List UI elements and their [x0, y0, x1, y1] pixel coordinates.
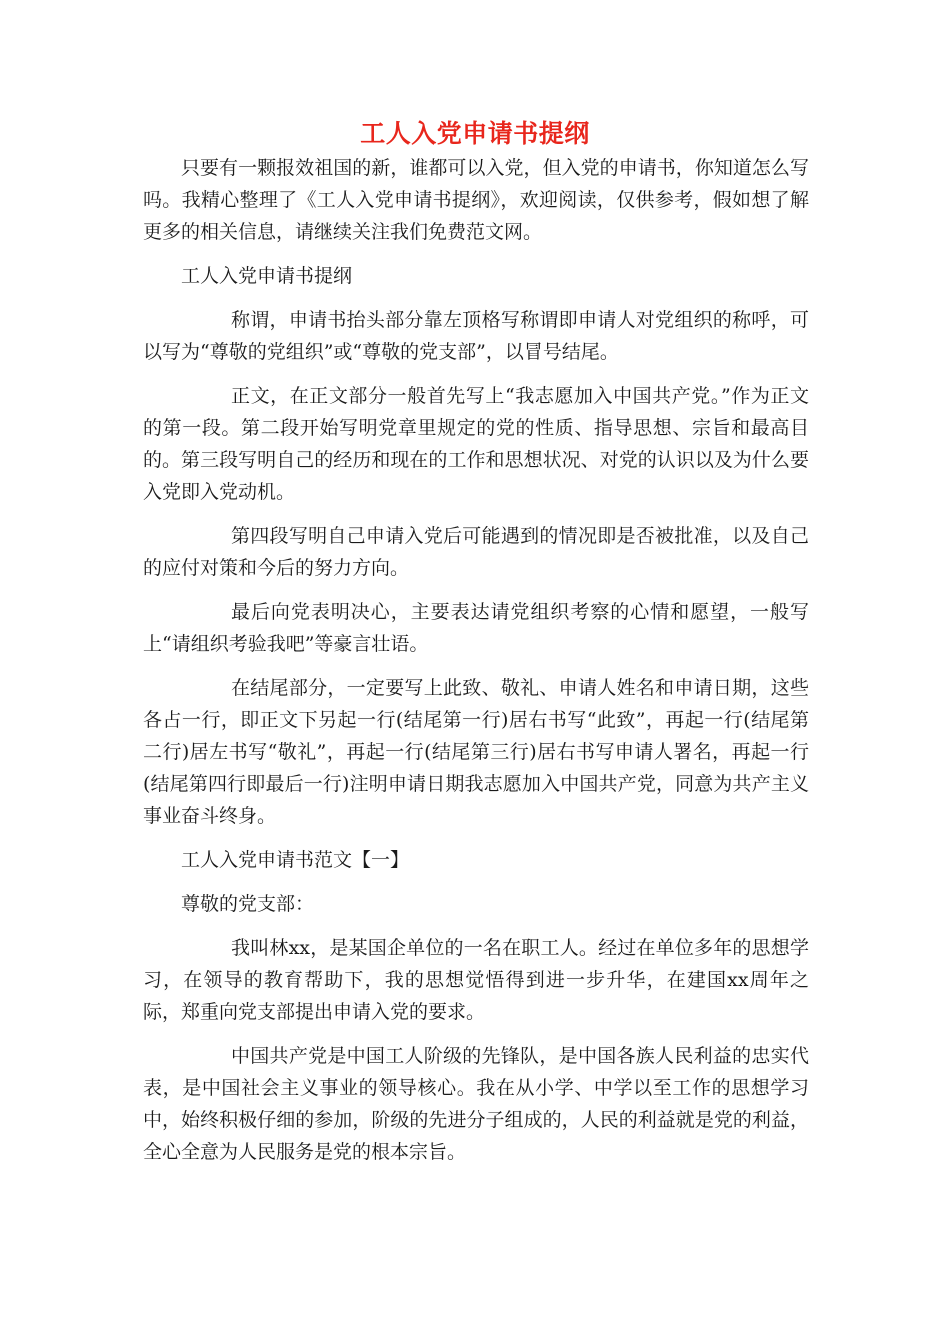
letter-salutation: 尊敬的党支部： [181, 893, 315, 915]
paragraph-determination: 最后向党表明决心，主要表达请党组织考察的心情和愿望，一般写上“请组织考验我吧”等豪言壮语。 [143, 601, 809, 655]
paragraph-closing: 在结尾部分，一定要写上此致、敬礼、申请人姓名和申请日期，这些各占一行，即正文下另起一行(结尾第一行)居右书写“此致”，再起一行(结尾第二行)居左书写“敬礼”，再起一行(结尾第三行)居右书写申请人署名，再起一行(结尾第四行即最后一行)注明申请日期我志愿加入中国共产党，同意为共产主义事业奋斗终身。 [143, 677, 809, 827]
paragraph-fourth-section: 第四段写明自己申请入党后可能遇到的情况即是否被批准，以及自己的应付对策和今后的努力方向。 [143, 525, 809, 579]
section-heading-sample-one: 工人入党申请书范文【一】 [181, 849, 410, 871]
document-body [143, 152, 809, 1168]
document-title: 工人入党申请书提纲 [360, 119, 590, 148]
letter-paragraph-party: 中国共产党是中国工人阶级的先锋队，是中国各族人民利益的忠实代表，是中国社会主义事业的领导核心。我在从小学、中学以至工作的思想学习中，始终积极仔细的参加，阶级的先进分子组成的，人民的利益就是党的利益，全心全意为人民服务是党的根本宗旨。 [143, 1045, 809, 1163]
intro-paragraph: 只要有一颗报效祖国的新，谁都可以入党，但入党的申请书，你知道怎么写吗。我精心整理了《工人入党申请书提纲》，欢迎阅读，仅供参考，假如想了解更多的相关信息，请继续关注我们免费范文网。 [143, 157, 809, 243]
paragraph-salutation: 称谓，申请书抬头部分靠左顶格写称谓即申请人对党组织的称呼，可以写为“尊敬的党组织”或“尊敬的党支部”，以冒号结尾。 [143, 309, 809, 363]
paragraph-main-text: 正文，在正文部分一般首先写上“我志愿加入中国共产党。”作为正文的第一段。第二段开始写明党章里规定的党的性质、指导思想、宗旨和最高目的。第三段写明自己的经历和现在的工作和思想状况、对党的认识以及为什么要入党即入党动机。 [143, 385, 809, 503]
section-heading-outline: 工人入党申请书提纲 [181, 265, 353, 287]
letter-paragraph-intro: 我叫林xx，是某国企单位的一名在职工人。经过在单位多年的思想学习，在领导的教育帮助下，我的思想觉悟得到进一步升华，在建国xx周年之际，郑重向党支部提出申请入党的要求。 [143, 937, 809, 1023]
